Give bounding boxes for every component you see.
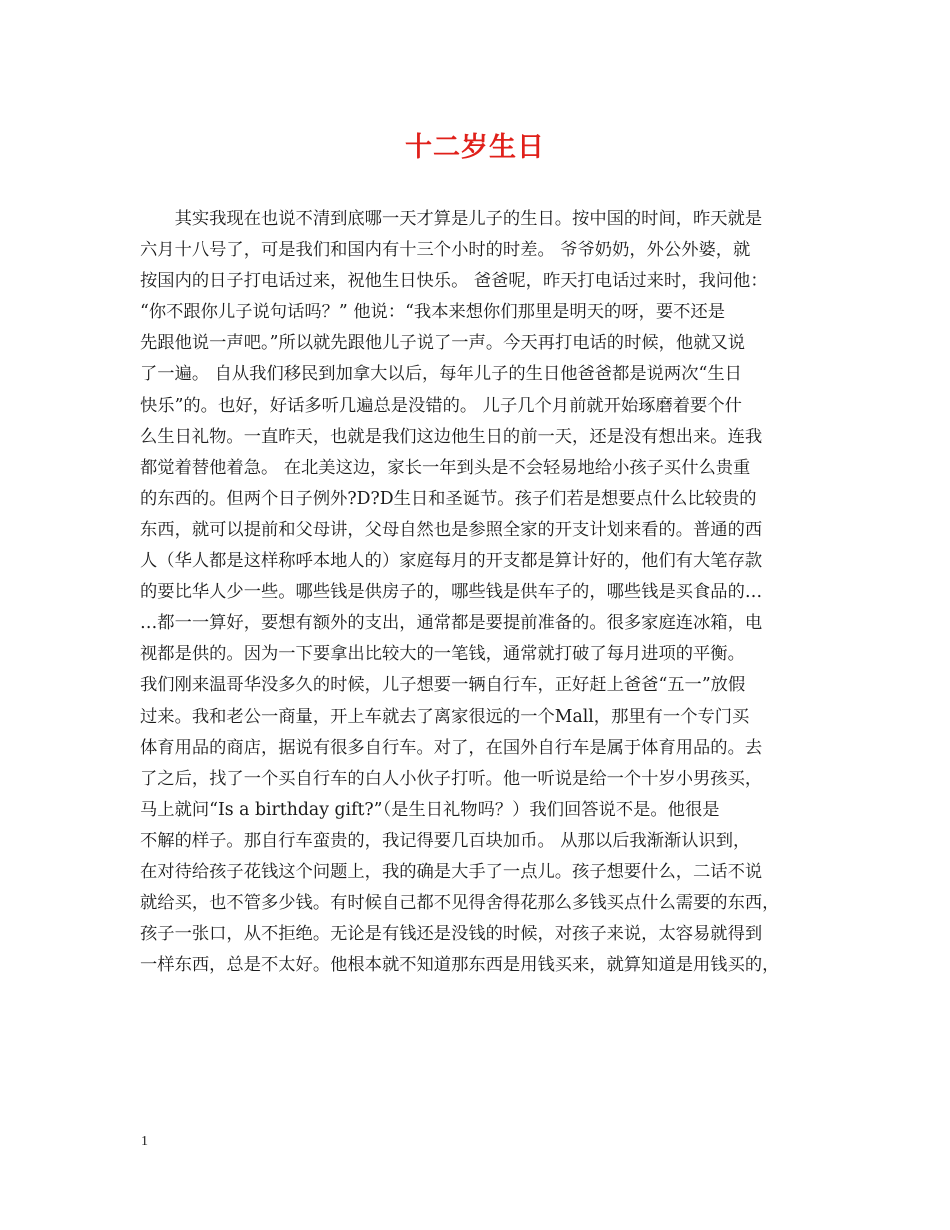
text-line: 的要比华人少一些。哪些钱是供房子的，哪些钱是供车子的，哪些钱是买食品的… xyxy=(140,582,763,603)
page-number: 1 xyxy=(141,1134,148,1149)
text-line: 了一遍。 自从我们移民到加拿大以后，每年儿子的生日他爸爸都是说两次“生日 xyxy=(140,364,742,385)
text-line: 了之后，找了一个买自行车的白人小伙子打听。他一听说是给一个十岁小男孩买， xyxy=(140,768,763,789)
text-line: 就给买，也不管多少钱。有时候自己都不见得舍得花那么多钱买点什么需要的东西， xyxy=(140,893,780,914)
text-line: 其实我现在也说不清到底哪一天才算是儿子的生日。按中国的时间，昨天就是 xyxy=(140,209,763,229)
text-line: 我们刚来温哥华没多久的时候，儿子想要一辆自行车，正好赶上爸爸“五一”放假 xyxy=(140,675,746,696)
text-line: 马上就问“Is a birthday gift?”（是生日礼物吗？）我们回答说不是。他很是 xyxy=(140,799,720,820)
text-line: …都一一算好，要想有额外的支出，通常都是要提前准备的。很多家庭连冰箱，电 xyxy=(140,613,763,634)
text-line: 人（华人都是这样称呼本地人的）家庭每月的开支都是算计好的，他们有大笔存款 xyxy=(140,551,763,572)
text-line: 六月十八号了，可是我们和国内有十三个小时的时差。 爷爷奶奶，外公外婆，就 xyxy=(140,240,751,261)
text-line: “你不跟你儿子说句话吗？” 他说：“我本来想你们那里是明天的呀，要不还是 xyxy=(140,302,725,323)
text-line: 孩子一张口，从不拒绝。无论是有钱还是没钱的时候，对孩子来说，太容易就得到 xyxy=(140,924,763,945)
text-line: 按国内的日子打电话过来，祝他生日快乐。 爸爸呢，昨天打电话过来时，我问他： xyxy=(140,271,768,292)
text-line: 东西，就可以提前和父母讲，父母自然也是参照全家的开支计划来看的。普通的西 xyxy=(140,519,763,540)
text-line: 在对待给孩子花钱这个问题上，我的确是大手了一点儿。孩子想要什么，二话不说 xyxy=(140,861,763,882)
text-line: 一样东西，总是不太好。他根本就不知道那东西是用钱买来，就算知道是用钱买的， xyxy=(140,955,780,976)
text-line: 不解的样子。那自行车蛮贵的，我记得要几百块加币。 从那以后我渐渐认识到， xyxy=(140,830,751,851)
body-text xyxy=(140,204,820,981)
text-line: 的东西的。但两个日子例外?D?D生日和圣诞节。孩子们若是想要点什么比较贵的 xyxy=(140,488,757,509)
text-line: 先跟他说一声吧。”所以就先跟他儿子说了一声。今天再打电话的时候，他就又说 xyxy=(140,333,746,354)
text-line: 视都是供的。因为一下要拿出比较大的一笔钱，通常就打破了每月进项的平衡。 xyxy=(140,644,745,665)
text-line: 都觉着替他着急。 在北美这边，家长一年到头是不会轻易地给小孩子买什么贵重 xyxy=(140,457,751,478)
text-line: 过来。我和老公一商量，开上车就去了离家很远的一个Mall，那里有一个专门买 xyxy=(140,706,750,727)
document-title: 十二岁生日 xyxy=(405,132,545,163)
text-line: 么生日礼物。一直昨天，也就是我们这边他生日的前一天，还是没有想出来。连我 xyxy=(140,426,763,447)
text-line: 快乐”的。也好，好话多听几遍总是没错的。 儿子几个月前就开始琢磨着要个什 xyxy=(140,395,742,416)
text-line: 体育用品的商店，据说有很多自行车。对了，在国外自行车是属于体育用品的。去 xyxy=(140,737,763,758)
